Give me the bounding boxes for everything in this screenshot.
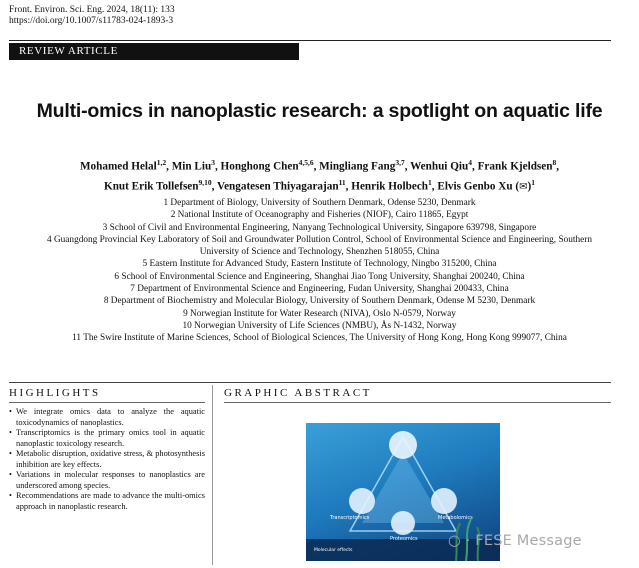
affiliation: 1 Department of Biology, University of Southern Denmark, Odense 5230, Denmark	[163, 198, 476, 208]
affiliation: 3 School of Civil and Environmental Engineering, Nanyang Technological University, Singapore 639798, Singapore	[102, 222, 537, 233]
author: Elvis Genbo Xu	[437, 180, 513, 193]
affiliation-list	[10, 197, 629, 345]
list-item: • We integrate omics data to analyze the aquatic toxicodynamics of nanoplastics.	[9, 407, 205, 427]
author: Mohamed Helal	[79, 160, 157, 173]
author: Henrik Holbech	[351, 180, 429, 193]
author-affil: 1,2	[156, 158, 167, 167]
list-item: • Metabolic disruption, oxidative stress, & photosynthesis inhibition are key effects.	[9, 449, 205, 469]
ga-label: Metabolomics	[438, 515, 473, 521]
bullet-icon: •	[9, 491, 12, 500]
bullet-icon: •	[9, 407, 12, 416]
affiliation: 8 Department of Biochemistry and Molecular Biology, University of Southern Denmark, Odense M 5230, Denmark	[103, 296, 536, 307]
affiliation: University of Science and Technology, Shenzhen 518055, China	[199, 247, 440, 258]
list-item: • Variations in molecular responses to nanoplastics are underscored among species.	[9, 470, 205, 490]
author: Honghong Chen	[220, 160, 299, 173]
author: Knut Erik Tollefsen	[104, 180, 199, 193]
cell-icon	[349, 488, 375, 514]
author: Vengatesen Thiyagarajan	[217, 180, 339, 193]
section-divider	[9, 382, 611, 383]
journal-citation: Front. Environ. Sci. Eng. 2024, 18(11): 133	[9, 5, 175, 15]
highlights-heading: HIGHLIGHTS	[9, 387, 101, 399]
affiliation: 11 The Swire Institute of Marine Sciences, School of Biological Sciences, The University of Hong Kong, Hong Kong 999077, China	[72, 333, 567, 344]
author-affil: 4	[468, 158, 472, 167]
affiliation: 10 Norwegian University of Life Sciences (NMBU), Ås N-1432, Norway	[182, 320, 457, 331]
ga-label: Transcriptomics	[330, 515, 370, 521]
bullet-icon: •	[9, 470, 12, 479]
column-separator	[212, 385, 213, 565]
list-item: • Recommendations are made to advance the multi-omics approach in nanoplastic research.	[9, 491, 205, 511]
molecule-icon	[389, 431, 417, 459]
affiliation: 2 National Institute of Oceanography and Fisheries (NIOF), Cairo 11865, Egypt	[170, 210, 469, 221]
author: Min Liu	[171, 160, 212, 173]
author-affil: 11	[338, 177, 346, 187]
envelope-icon[interactable]: ✉	[519, 181, 528, 193]
author-affil: 3,7	[395, 158, 405, 167]
author: Wenhui Qiu	[410, 160, 469, 173]
ga-label: Molecular effects	[314, 548, 353, 553]
protein-icon	[391, 511, 415, 535]
author-list: Mohamed Helal$^{1,2}$, Min Liu$^3$, Honghong Chen$^{4,5,6}$, Mingliang Fang$^{3,7}$, Wenhui Qiu$^4$, Frank Kjeldsen$^8$, Knut Erik Tollefsen$^{9,10}$, Vengatesen Thiyagarajan$^{11}$, Henrik Holbech$^1$, Elvis Genbo Xu (✉)$^1$	[79, 158, 560, 193]
author-affil: 1	[428, 177, 432, 187]
graphic-abstract-heading: GRAPHIC ABSTRACT	[224, 387, 372, 399]
wechat-bubble-icon: ○	[448, 533, 461, 549]
affiliation: 9 Norwegian Institute for Water Research (NIVA), Oslo N-0579, Norway	[183, 308, 456, 319]
affiliation: 7 Department of Environmental Science and Engineering, Fudan University, Shanghai 200433, China	[130, 284, 509, 295]
highlights-list	[9, 407, 205, 512]
bullet-icon: •	[9, 428, 12, 437]
author: Mingliang Fang	[319, 160, 396, 173]
author: Frank Kjeldsen	[477, 160, 553, 173]
author-affil: 8	[552, 158, 557, 167]
highlights-rule	[9, 402, 205, 403]
author-affil: 9,10	[198, 177, 212, 187]
header-divider	[9, 40, 611, 41]
list-item: • Transcriptomics is the primary omics tool in aquatic nanoplastic toxicology research.	[9, 428, 205, 448]
paper-title: Multi-omics in nanoplastic research: a spotlight on aquatic life	[36, 100, 603, 122]
affiliation: 6 School of Environmental Science and Engineering, Shanghai Jiao Tong University, Shanghai 200240, China	[114, 271, 525, 282]
graphic-abstract-rule	[224, 402, 611, 403]
watermark: ○ · FESE Message	[448, 533, 582, 549]
affiliation: 4 Guangdong Provincial Key Laboratory of Soil and Groundwater Pollution Control, School of Environmental Science and Engineering, Southern	[46, 234, 593, 245]
article-type-banner: REVIEW ARTICLE	[9, 43, 299, 60]
ga-label: Proteomics	[390, 536, 418, 542]
author-affil: 4,5,6	[298, 158, 314, 167]
author-affil: 3	[211, 158, 215, 167]
doi-link[interactable]: https://doi.org/10.1007/s11783-024-1893-3	[9, 16, 174, 26]
affiliation: 5 Eastern Institute for Advanced Study, Eastern Institute of Technology, Ningbo 315200, China	[142, 259, 497, 270]
metabolite-icon	[431, 488, 457, 514]
bullet-icon: •	[9, 449, 12, 458]
author-affil: 1	[531, 177, 535, 187]
